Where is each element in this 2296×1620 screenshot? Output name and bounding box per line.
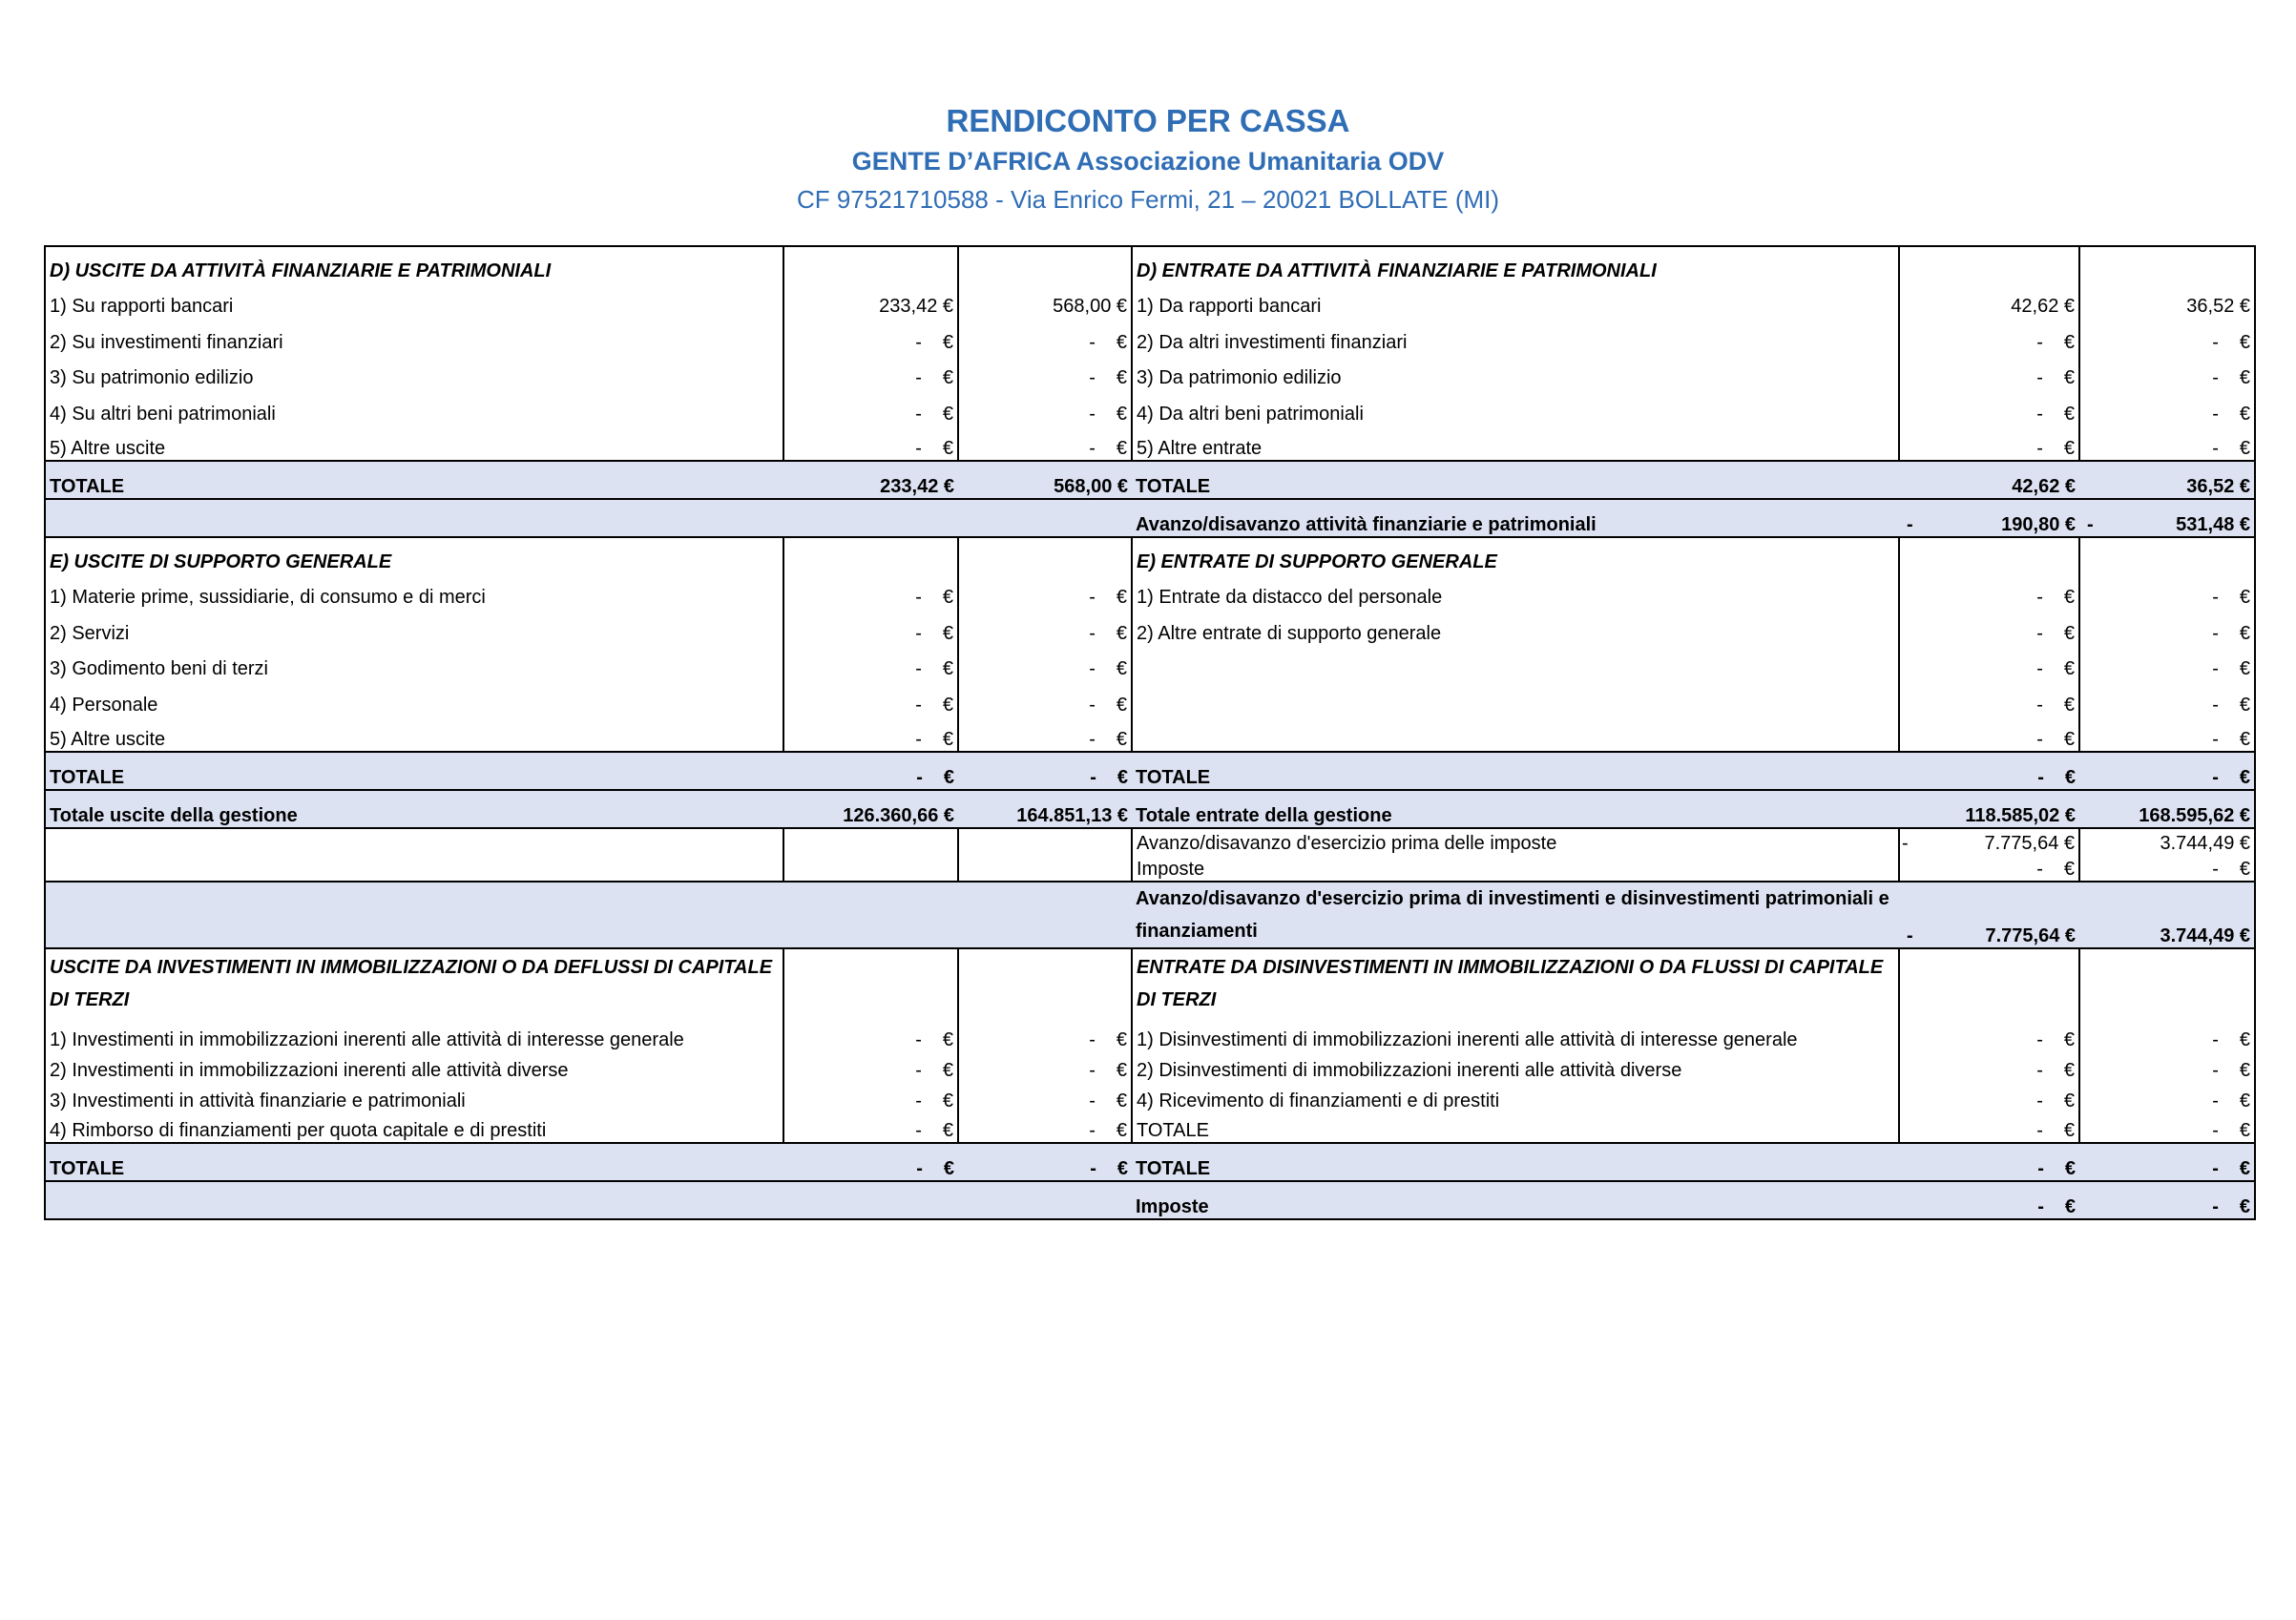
amount-cell: 568,00 € (958, 282, 1132, 319)
empty-amount: - € (958, 1082, 1132, 1112)
investimenti-title-row (45, 948, 2255, 1021)
empty-amount: - € (2079, 680, 2255, 717)
table-row (45, 426, 2255, 462)
table-row (45, 1112, 2255, 1143)
entrate-gestione-label: Totale entrate della gestione (1132, 790, 1899, 828)
empty-amount: - € (2079, 1051, 2255, 1082)
row-label: 1) Entrate da distacco del personale (1132, 573, 1899, 610)
empty-amount: - € (958, 1051, 1132, 1082)
total-amount: 36,52 € (2079, 461, 2255, 499)
empty-amount: - € (2079, 1021, 2255, 1051)
empty-amount: - € (1899, 389, 2079, 426)
total-label: TOTALE (45, 1143, 783, 1181)
empty-amount: - € (783, 717, 958, 753)
row-label: 1) Disinvestimenti di immobilizzazioni inerenti alle attività di interesse generale (1132, 1021, 1899, 1051)
empty-amount: - € (783, 573, 958, 610)
row-label: 2) Servizi (45, 609, 783, 645)
empty-amount: - € (1899, 318, 2079, 354)
empty-amount: - € (958, 389, 1132, 426)
avanzo-finale-label: Avanzo/disavanzo d'esercizio prima di investimenti e disinvestimenti patrimoniali e finanziamenti (1132, 882, 1899, 948)
avanzo-label: Avanzo/disavanzo attività finanziarie e patrimoniali (1132, 499, 1899, 537)
total-amount: - € (783, 752, 958, 790)
section-d-right-title: D) ENTRATE DA ATTIVITÀ FINANZIARIE E PATRIMONIALI (1132, 246, 1899, 282)
empty-amount: - € (783, 645, 958, 681)
avanzo-finale-amount: 3.744,49 € (2079, 882, 2255, 948)
total-amount: - € (2079, 752, 2255, 790)
empty-amount: - € (2079, 426, 2255, 462)
cash-statement-table (44, 245, 2256, 1220)
total-label: TOTALE (1132, 461, 1899, 499)
table-row (45, 282, 2255, 319)
row-label: 2) Da altri investimenti finanziari (1132, 318, 1899, 354)
imposte-row (45, 855, 2255, 882)
total-amount: 568,00 € (958, 461, 1132, 499)
empty-amount: - € (958, 1112, 1132, 1143)
empty-amount: - € (958, 609, 1132, 645)
row-label (1132, 717, 1899, 753)
table-row (45, 1051, 2255, 1082)
uscite-gestione-amount: 164.851,13 € (958, 790, 1132, 828)
table-row (45, 1082, 2255, 1112)
row-label: 4) Ricevimento di finanziamenti e di prestiti (1132, 1082, 1899, 1112)
row-label (1132, 680, 1899, 717)
row-label: 1) Investimenti in immobilizzazioni inerenti alle attività di interesse generale (45, 1021, 783, 1051)
row-label: 4) Personale (45, 680, 783, 717)
empty-amount: - € (1899, 855, 2079, 882)
row-label: 4) Da altri beni patrimoniali (1132, 389, 1899, 426)
document-header (0, 100, 2296, 218)
empty-amount: - € (958, 645, 1132, 681)
empty-amount: - € (2079, 855, 2255, 882)
section-e-left-title: E) USCITE DI SUPPORTO GENERALE (45, 537, 783, 573)
empty-amount: - € (958, 354, 1132, 390)
entrate-gestione-amount: 118.585,02 € (1899, 790, 2079, 828)
imposte-final-amount: - € (2079, 1181, 2255, 1219)
table-row (45, 354, 2255, 390)
table-row (45, 389, 2255, 426)
empty-amount: - € (958, 680, 1132, 717)
empty-amount: - € (783, 609, 958, 645)
avanzo-finale-row (45, 882, 2255, 948)
table-row (45, 318, 2255, 354)
empty-amount: - € (783, 389, 958, 426)
empty-amount: - € (1899, 573, 2079, 610)
empty-amount: - € (1899, 717, 2079, 753)
uscite-gestione-amount: 126.360,66 € (783, 790, 958, 828)
amount-cell: 233,42 € (783, 282, 958, 319)
prima-imposte-label: Avanzo/disavanzo d'esercizio prima delle imposte (1132, 828, 1899, 855)
empty-amount: - € (2079, 1082, 2255, 1112)
row-label (1132, 645, 1899, 681)
row-label: 1) Materie prime, sussidiarie, di consumo e di merci (45, 573, 783, 610)
empty-amount: - € (1899, 1112, 2079, 1143)
empty-amount: - € (783, 1051, 958, 1082)
total-label: TOTALE (45, 752, 783, 790)
empty-amount: - € (783, 1082, 958, 1112)
row-label: 2) Altre entrate di supporto generale (1132, 609, 1899, 645)
row-label: 5) Altre uscite (45, 426, 783, 462)
empty-amount: - € (1899, 1051, 2079, 1082)
uscite-gestione-label: Totale uscite della gestione (45, 790, 783, 828)
imposte-label: Imposte (1132, 855, 1899, 882)
empty-amount: - € (2079, 573, 2255, 610)
section-d-title-row (45, 246, 2255, 282)
table-row (45, 717, 2255, 753)
prima-imposte-amount: - 7.775,64 € (1899, 828, 2079, 855)
empty-amount: - € (1899, 1082, 2079, 1112)
row-label: 2) Investimenti in immobilizzazioni inerenti alle attività diverse (45, 1051, 783, 1082)
row-label: 3) Godimento beni di terzi (45, 645, 783, 681)
total-amount: - € (1899, 752, 2079, 790)
row-label: 1) Da rapporti bancari (1132, 282, 1899, 319)
empty-amount: - € (783, 318, 958, 354)
row-label: 5) Altre uscite (45, 717, 783, 753)
total-label: TOTALE (1132, 1143, 1899, 1181)
empty-amount: - € (1899, 680, 2079, 717)
avanzo-finale-amount: - 7.775,64 € (1899, 882, 2079, 948)
row-label: 2) Disinvestimenti di immobilizzazioni inerenti alle attività diverse (1132, 1051, 1899, 1082)
table-row (45, 680, 2255, 717)
imposte-final-label: Imposte (1132, 1181, 1899, 1219)
section-e-right-title: E) ENTRATE DI SUPPORTO GENERALE (1132, 537, 1899, 573)
empty-amount: - € (958, 573, 1132, 610)
empty-amount: - € (1899, 609, 2079, 645)
section-d-left-title: D) USCITE DA ATTIVITÀ FINANZIARIE E PATRIMONIALI (45, 246, 783, 282)
section-e-total-row (45, 752, 2255, 790)
prima-imposte-amount: 3.744,49 € (2079, 828, 2255, 855)
imposte-final-amount: - € (1899, 1181, 2079, 1219)
avanzo-finanziario-row (45, 499, 2255, 537)
total-amount: - € (958, 752, 1132, 790)
empty-amount: - € (2079, 1112, 2255, 1143)
investimenti-total-row (45, 1143, 2255, 1181)
document-title: RENDICONTO PER CASSA (946, 103, 1350, 138)
empty-amount: - € (783, 354, 958, 390)
empty-amount: - € (2079, 389, 2255, 426)
organization-name: GENTE D’AFRICA Associazione Umanitaria ODV (851, 147, 1445, 176)
section-d-total-row (45, 461, 2255, 499)
section-e-title-row (45, 537, 2255, 573)
empty-amount: - € (2079, 645, 2255, 681)
row-label: 3) Su patrimonio edilizio (45, 354, 783, 390)
row-label: 1) Su rapporti bancari (45, 282, 783, 319)
avanzo-amount: - 190,80 € (1899, 499, 2079, 537)
avanzo-amount: - 531,48 € (2079, 499, 2255, 537)
investimenti-right-title: ENTRATE DA DISINVESTIMENTI IN IMMOBILIZZAZIONI O DA FLUSSI DI CAPITALE DI TERZI (1132, 948, 1899, 1021)
total-label: TOTALE (1132, 752, 1899, 790)
total-amount: - € (1899, 1143, 2079, 1181)
row-label: 5) Altre entrate (1132, 426, 1899, 462)
investimenti-left-title: USCITE DA INVESTIMENTI IN IMMOBILIZZAZIONI O DA DEFLUSSI DI CAPITALE DI TERZI (45, 948, 783, 1021)
entrate-gestione-amount: 168.595,62 € (2079, 790, 2255, 828)
row-label: 4) Su altri beni patrimoniali (45, 389, 783, 426)
empty-amount: - € (783, 426, 958, 462)
total-amount: - € (2079, 1143, 2255, 1181)
empty-amount: - € (958, 426, 1132, 462)
total-amount: 42,62 € (1899, 461, 2079, 499)
total-amount: 233,42 € (783, 461, 958, 499)
empty-amount: - € (2079, 609, 2255, 645)
empty-amount: - € (783, 1021, 958, 1051)
empty-amount: - € (958, 318, 1132, 354)
empty-amount: - € (783, 680, 958, 717)
empty-amount: - € (1899, 426, 2079, 462)
table-row (45, 609, 2255, 645)
total-amount: - € (783, 1143, 958, 1181)
table-row (45, 573, 2255, 610)
prima-imposte-row (45, 828, 2255, 855)
table-row (45, 1021, 2255, 1051)
empty-amount: - € (783, 1112, 958, 1143)
row-label: 4) Rimborso di finanziamenti per quota capitale e di prestiti (45, 1112, 783, 1143)
empty-amount: - € (2079, 318, 2255, 354)
empty-amount: - € (2079, 717, 2255, 753)
row-label: 2) Su investimenti finanziari (45, 318, 783, 354)
row-label: TOTALE (1132, 1112, 1899, 1143)
empty-amount: - € (1899, 354, 2079, 390)
row-label: 3) Da patrimonio edilizio (1132, 354, 1899, 390)
empty-amount: - € (958, 1021, 1132, 1051)
empty-amount: - € (1899, 1021, 2079, 1051)
empty-amount: - € (1899, 645, 2079, 681)
gestione-total-row (45, 790, 2255, 828)
empty-amount: - € (2079, 354, 2255, 390)
total-amount: - € (958, 1143, 1132, 1181)
amount-cell: 36,52 € (2079, 282, 2255, 319)
empty-amount: - € (958, 717, 1132, 753)
total-label: TOTALE (45, 461, 783, 499)
imposte-final-row (45, 1181, 2255, 1219)
row-label: 3) Investimenti in attività finanziarie e patrimoniali (45, 1082, 783, 1112)
organization-info: CF 97521710588 - Via Enrico Fermi, 21 – 20021 BOLLATE (MI) (796, 185, 1500, 214)
table-row (45, 645, 2255, 681)
amount-cell: 42,62 € (1899, 282, 2079, 319)
